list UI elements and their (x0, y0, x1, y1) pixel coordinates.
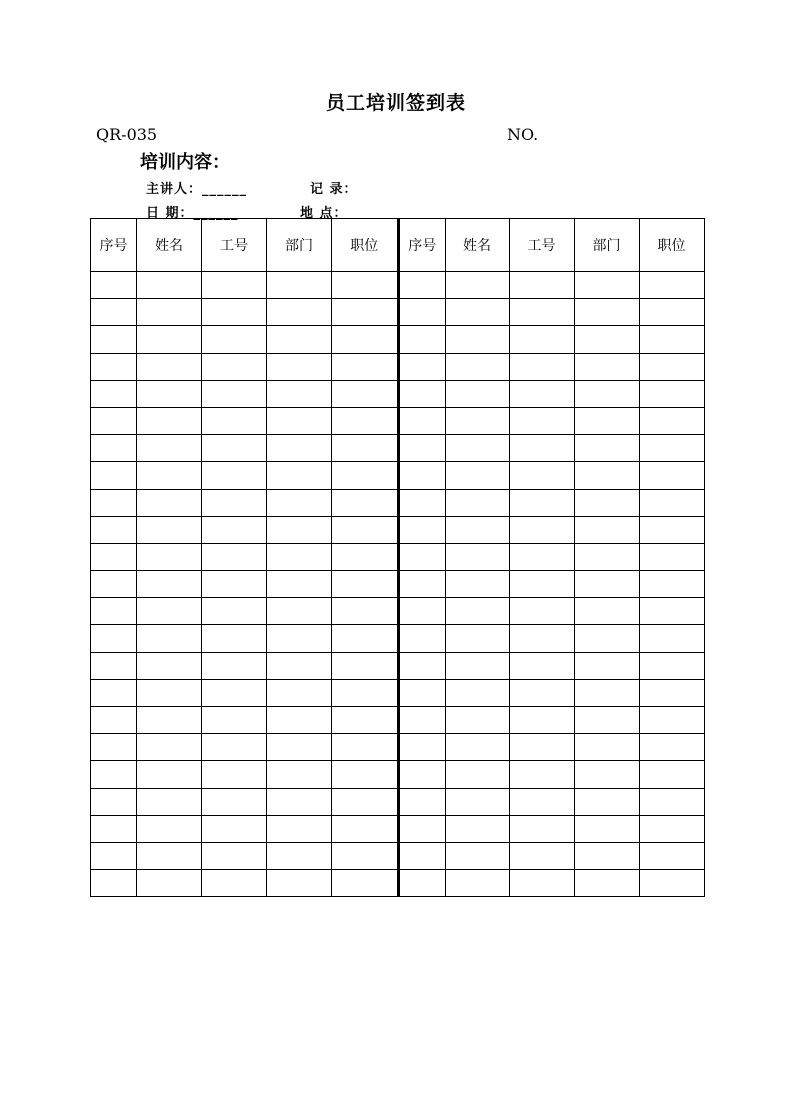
table-cell (202, 353, 267, 380)
table-row (399, 489, 704, 516)
form-code: QR-035 (96, 125, 158, 144)
table-cell (574, 734, 639, 761)
table-cell (574, 707, 639, 734)
table-cell (509, 652, 574, 679)
table-cell (202, 462, 267, 489)
table-cell (332, 734, 398, 761)
table-cell (202, 516, 267, 543)
table-cell (91, 598, 137, 625)
table-cell (202, 489, 267, 516)
table-cell (445, 707, 509, 734)
table-cell (137, 353, 202, 380)
header-employee-id: 工号 (509, 219, 574, 272)
table-cell (639, 272, 704, 299)
table-cell (399, 353, 445, 380)
table-cell (137, 407, 202, 434)
table-cell (332, 299, 398, 326)
table-cell (267, 679, 332, 706)
table-cell (445, 761, 509, 788)
header-position: 职位 (639, 219, 704, 272)
table-header-row (399, 219, 704, 272)
table-cell (509, 407, 574, 434)
table-cell (267, 761, 332, 788)
table-cell (445, 489, 509, 516)
table-row (91, 761, 398, 788)
table-cell (574, 353, 639, 380)
table-cell (267, 462, 332, 489)
table-cell (639, 543, 704, 570)
speaker-field: 主讲人：______ (146, 182, 248, 197)
table-row (91, 407, 398, 434)
table-cell (399, 571, 445, 598)
table-row (91, 380, 398, 407)
place-field: 地 点： (300, 206, 348, 221)
table-cell (445, 326, 509, 353)
table-cell (91, 516, 137, 543)
table-cell (332, 516, 398, 543)
table-cell (574, 788, 639, 815)
table-cell (399, 870, 445, 897)
table-cell (332, 652, 398, 679)
table-cell (399, 679, 445, 706)
table-cell (639, 571, 704, 598)
table-row (91, 870, 398, 897)
table-cell (639, 788, 704, 815)
header-name: 姓名 (445, 219, 509, 272)
table-cell (202, 707, 267, 734)
table-header-row (91, 219, 398, 272)
table-cell (574, 380, 639, 407)
table-cell (202, 842, 267, 869)
header-employee-id: 工号 (202, 219, 267, 272)
header-serial: 序号 (399, 219, 445, 272)
table-cell (332, 598, 398, 625)
table-cell (574, 679, 639, 706)
table-cell (639, 734, 704, 761)
table-cell (267, 407, 332, 434)
table-cell (332, 543, 398, 570)
header-name: 姓名 (137, 219, 202, 272)
table-cell (91, 272, 137, 299)
table-cell (445, 272, 509, 299)
table-cell (91, 815, 137, 842)
table-row (91, 462, 398, 489)
table-cell (137, 625, 202, 652)
table-cell (509, 543, 574, 570)
table-cell (509, 679, 574, 706)
table-cell (399, 407, 445, 434)
table-cell (509, 326, 574, 353)
table-cell (91, 326, 137, 353)
table-row (91, 516, 398, 543)
table-row (399, 299, 704, 326)
table-cell (574, 652, 639, 679)
table-cell (91, 788, 137, 815)
table-cell (202, 679, 267, 706)
table-cell (332, 272, 398, 299)
table-cell (202, 326, 267, 353)
table-cell (445, 299, 509, 326)
table-row (91, 353, 398, 380)
table-cell (639, 380, 704, 407)
table-cell (639, 625, 704, 652)
table-cell (267, 788, 332, 815)
table-cell (509, 380, 574, 407)
table-cell (399, 625, 445, 652)
table-cell (332, 462, 398, 489)
table-cell (399, 380, 445, 407)
table-cell (332, 407, 398, 434)
table-cell (202, 571, 267, 598)
table-cell (399, 516, 445, 543)
table-cell (267, 299, 332, 326)
table-cell (332, 870, 398, 897)
table-cell (267, 326, 332, 353)
table-cell (202, 788, 267, 815)
recorder-field: 记 录： (310, 182, 358, 197)
table-cell (509, 435, 574, 462)
table-cell (202, 299, 267, 326)
table-row (399, 870, 704, 897)
table-cell (91, 761, 137, 788)
table-cell (332, 761, 398, 788)
table-row (399, 761, 704, 788)
table-cell (202, 652, 267, 679)
table-cell (639, 842, 704, 869)
table-cell (445, 734, 509, 761)
table-row (91, 734, 398, 761)
table-cell (91, 380, 137, 407)
table-cell (399, 462, 445, 489)
table-cell (267, 707, 332, 734)
table-cell (91, 462, 137, 489)
header-department: 部门 (267, 219, 332, 272)
table-row (91, 326, 398, 353)
table-cell (509, 571, 574, 598)
table-cell (267, 842, 332, 869)
table-row (399, 652, 704, 679)
table-cell (509, 625, 574, 652)
table-cell (332, 815, 398, 842)
table-cell (509, 489, 574, 516)
table-cell (509, 707, 574, 734)
table-cell (445, 380, 509, 407)
table-cell (137, 788, 202, 815)
table-cell (137, 272, 202, 299)
table-row (399, 543, 704, 570)
table-row (399, 435, 704, 462)
signin-table-right (398, 218, 705, 897)
table-cell (574, 870, 639, 897)
table-cell (574, 842, 639, 869)
table-row (399, 571, 704, 598)
table-row (91, 815, 398, 842)
table-cell (332, 788, 398, 815)
form-title: 员工培训签到表 (325, 92, 466, 114)
table-cell (399, 788, 445, 815)
table-row (399, 679, 704, 706)
table-cell (445, 788, 509, 815)
header-department: 部门 (574, 219, 639, 272)
table-cell (574, 815, 639, 842)
table-cell (639, 652, 704, 679)
table-cell (91, 842, 137, 869)
table-cell (137, 870, 202, 897)
table-cell (639, 815, 704, 842)
table-cell (445, 815, 509, 842)
table-row (399, 598, 704, 625)
table-row (399, 815, 704, 842)
table-cell (202, 272, 267, 299)
table-cell (91, 707, 137, 734)
table-cell (91, 353, 137, 380)
table-row (91, 788, 398, 815)
table-cell (332, 571, 398, 598)
table-cell (202, 761, 267, 788)
table-cell (445, 679, 509, 706)
table-cell (202, 543, 267, 570)
table-cell (639, 407, 704, 434)
table-cell (202, 407, 267, 434)
table-row (91, 489, 398, 516)
table-row (91, 842, 398, 869)
table-cell (91, 625, 137, 652)
table-cell (137, 734, 202, 761)
table-cell (137, 707, 202, 734)
table-cell (332, 489, 398, 516)
table-cell (639, 435, 704, 462)
table-cell (332, 353, 398, 380)
table-cell (639, 707, 704, 734)
table-cell (91, 299, 137, 326)
table-row (399, 353, 704, 380)
table-cell (267, 489, 332, 516)
table-cell (137, 380, 202, 407)
table-cell (137, 489, 202, 516)
table-cell (399, 734, 445, 761)
table-cell (91, 407, 137, 434)
table-cell (445, 842, 509, 869)
table-cell (509, 788, 574, 815)
table-cell (267, 272, 332, 299)
table-cell (267, 516, 332, 543)
table-cell (332, 326, 398, 353)
table-cell (267, 652, 332, 679)
table-cell (267, 870, 332, 897)
table-cell (137, 299, 202, 326)
table-cell (137, 435, 202, 462)
table-row (399, 788, 704, 815)
table-cell (639, 462, 704, 489)
table-cell (91, 652, 137, 679)
training-content-label: 培训内容： (140, 152, 230, 173)
table-cell (639, 679, 704, 706)
table-cell (639, 870, 704, 897)
table-row (399, 326, 704, 353)
table-cell (574, 598, 639, 625)
table-cell (445, 625, 509, 652)
table-cell (202, 815, 267, 842)
table-cell (91, 734, 137, 761)
table-cell (137, 842, 202, 869)
table-row (399, 734, 704, 761)
table-cell (202, 380, 267, 407)
table-cell (267, 353, 332, 380)
table-cell (574, 489, 639, 516)
table-cell (445, 516, 509, 543)
table-cell (639, 489, 704, 516)
table-cell (91, 435, 137, 462)
table-cell (509, 842, 574, 869)
signin-table-left (90, 218, 399, 897)
table-cell (137, 516, 202, 543)
table-cell (137, 571, 202, 598)
table-cell (399, 299, 445, 326)
table-cell (202, 625, 267, 652)
table-cell (574, 543, 639, 570)
table-cell (202, 598, 267, 625)
table-cell (445, 435, 509, 462)
table-cell (332, 679, 398, 706)
table-row (91, 571, 398, 598)
table-cell (399, 435, 445, 462)
table-row (399, 707, 704, 734)
table-cell (639, 761, 704, 788)
table-cell (399, 326, 445, 353)
table-cell (445, 870, 509, 897)
table-cell (91, 679, 137, 706)
table-row (399, 842, 704, 869)
table-cell (137, 462, 202, 489)
table-cell (574, 761, 639, 788)
header-position: 职位 (332, 219, 398, 272)
table-cell (137, 598, 202, 625)
table-cell (574, 435, 639, 462)
table-cell (639, 598, 704, 625)
table-cell (509, 815, 574, 842)
table-cell (137, 761, 202, 788)
table-cell (332, 842, 398, 869)
table-cell (445, 353, 509, 380)
table-cell (445, 571, 509, 598)
table-cell (332, 625, 398, 652)
table-cell (574, 272, 639, 299)
table-cell (445, 652, 509, 679)
table-cell (639, 353, 704, 380)
table-cell (267, 625, 332, 652)
table-cell (509, 462, 574, 489)
table-cell (509, 516, 574, 543)
table-cell (574, 326, 639, 353)
table-cell (202, 870, 267, 897)
table-row (91, 543, 398, 570)
table-cell (399, 707, 445, 734)
table-cell (267, 380, 332, 407)
table-row (91, 625, 398, 652)
table-cell (399, 842, 445, 869)
table-row (399, 380, 704, 407)
table-cell (574, 407, 639, 434)
table-row (399, 625, 704, 652)
header-serial: 序号 (91, 219, 137, 272)
table-cell (574, 516, 639, 543)
table-cell (509, 353, 574, 380)
table-cell (332, 707, 398, 734)
table-cell (445, 543, 509, 570)
table-cell (137, 652, 202, 679)
table-cell (137, 543, 202, 570)
table-cell (509, 598, 574, 625)
table-cell (509, 761, 574, 788)
table-cell (509, 734, 574, 761)
table-cell (399, 761, 445, 788)
table-cell (639, 326, 704, 353)
table-cell (91, 571, 137, 598)
table-cell (202, 435, 267, 462)
table-cell (509, 272, 574, 299)
table-cell (639, 516, 704, 543)
table-cell (574, 299, 639, 326)
table-cell (509, 870, 574, 897)
form-number-label: NO. (507, 125, 539, 144)
table-cell (445, 407, 509, 434)
table-cell (202, 734, 267, 761)
table-cell (399, 598, 445, 625)
table-row (91, 272, 398, 299)
table-cell (639, 299, 704, 326)
table-cell (267, 571, 332, 598)
table-cell (332, 380, 398, 407)
table-cell (91, 870, 137, 897)
date-field: 日 期：______ (146, 206, 239, 221)
table-cell (91, 543, 137, 570)
table-cell (574, 571, 639, 598)
table-row (399, 407, 704, 434)
table-cell (399, 489, 445, 516)
table-row (399, 272, 704, 299)
table-row (91, 652, 398, 679)
table-cell (137, 815, 202, 842)
table-cell (91, 489, 137, 516)
table-cell (267, 543, 332, 570)
table-cell (267, 734, 332, 761)
table-cell (267, 815, 332, 842)
table-cell (399, 272, 445, 299)
table-cell (267, 435, 332, 462)
table-row (91, 435, 398, 462)
table-row (399, 462, 704, 489)
table-cell (509, 299, 574, 326)
table-cell (399, 815, 445, 842)
table-cell (399, 543, 445, 570)
table-cell (445, 462, 509, 489)
table-cell (332, 435, 398, 462)
table-cell (574, 462, 639, 489)
table-row (91, 707, 398, 734)
table-row (91, 679, 398, 706)
table-row (91, 299, 398, 326)
table-cell (445, 598, 509, 625)
table-cell (574, 625, 639, 652)
table-row (399, 516, 704, 543)
table-cell (137, 679, 202, 706)
table-cell (137, 326, 202, 353)
table-cell (399, 652, 445, 679)
table-row (91, 598, 398, 625)
table-cell (267, 598, 332, 625)
